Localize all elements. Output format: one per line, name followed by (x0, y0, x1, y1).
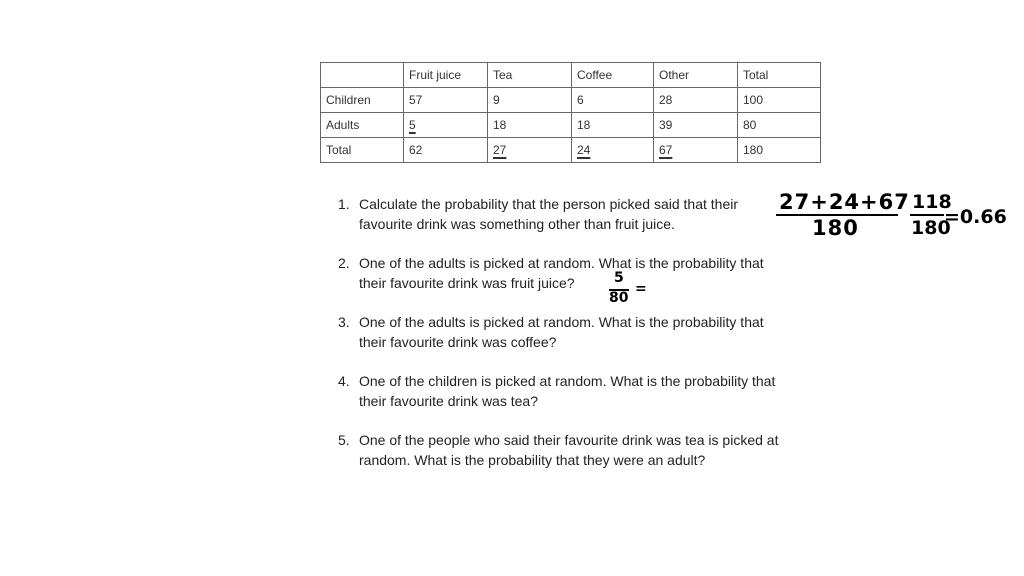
table-row (321, 88, 821, 113)
table-cell: 28 (654, 88, 738, 113)
question-text-line: One of the people who said their favourite drink was tea is picked at (359, 432, 779, 448)
handwritten-fraction-denominator: 180 (911, 217, 951, 239)
table-cell: 18 (572, 113, 654, 138)
row-label: Total (321, 138, 404, 163)
underlined-value: 27 (493, 143, 507, 157)
table-cell: 100 (738, 88, 821, 113)
handwritten-fraction-denominator: 80 (609, 290, 629, 306)
question-text-line: their favourite drink was fruit juice? (359, 275, 575, 291)
question-item (338, 430, 808, 470)
drinks-table (320, 62, 821, 163)
question-text-line: One of the children is picked at random. What is the probability that (359, 373, 776, 389)
fraction-bar (910, 214, 944, 216)
question-text-line: One of the adults is picked at random. What is the probability that (359, 255, 764, 271)
table-header-cell: Tea (488, 63, 572, 88)
table-cell (654, 138, 738, 163)
question-list (338, 194, 808, 489)
question-item (338, 194, 808, 234)
table-row (321, 113, 821, 138)
table-cell: 180 (738, 138, 821, 163)
table-header-cell: Total (738, 63, 821, 88)
table-cell (488, 138, 572, 163)
table-header-cell: Fruit juice (404, 63, 488, 88)
question-text-line: favourite drink was something other than fruit juice. (359, 216, 675, 232)
question-number: 3. (338, 314, 350, 330)
question-number: 1. (338, 196, 350, 212)
question-text-line: random. What is the probability that they were an adult? (359, 452, 706, 468)
row-label: Adults (321, 113, 404, 138)
table-row (321, 138, 821, 163)
table-cell: 57 (404, 88, 488, 113)
table-header-cell: Other (654, 63, 738, 88)
handwritten-fraction-numerator: 118 (912, 191, 952, 213)
table-cell: 6 (572, 88, 654, 113)
handwritten-numerator: 27+24+67 (779, 190, 910, 214)
underlined-value: 67 (659, 143, 673, 157)
table-cell: 39 (654, 113, 738, 138)
handwritten-denominator: 180 (812, 216, 859, 240)
question-number: 5. (338, 432, 350, 448)
table-header-row (321, 63, 821, 88)
underlined-value: 5 (409, 118, 416, 132)
table-cell: 62 (404, 138, 488, 163)
question-text-line: Calculate the probability that the person picked said that their (359, 196, 739, 212)
table-cell (572, 138, 654, 163)
row-label: Children (321, 88, 404, 113)
question-text-line: their favourite drink was coffee? (359, 334, 557, 350)
table-cell (404, 113, 488, 138)
table-cell: 18 (488, 113, 572, 138)
underlined-value: 24 (577, 143, 591, 157)
table-cell: 80 (738, 113, 821, 138)
question-number: 2. (338, 255, 350, 271)
question-item (338, 371, 808, 411)
question-text-line: One of the adults is picked at random. What is the probability that (359, 314, 764, 330)
handwritten-equals: = (635, 281, 647, 297)
question-text-line: their favourite drink was tea? (359, 393, 538, 409)
table-header-cell: Coffee (572, 63, 654, 88)
handwritten-result: =0.66 (944, 206, 1007, 228)
table-cell (321, 63, 404, 88)
question-item (338, 253, 808, 293)
handwritten-fraction-numerator: 5 (614, 270, 624, 286)
question-number: 4. (338, 373, 350, 389)
table-cell: 9 (488, 88, 572, 113)
question-item (338, 312, 808, 352)
